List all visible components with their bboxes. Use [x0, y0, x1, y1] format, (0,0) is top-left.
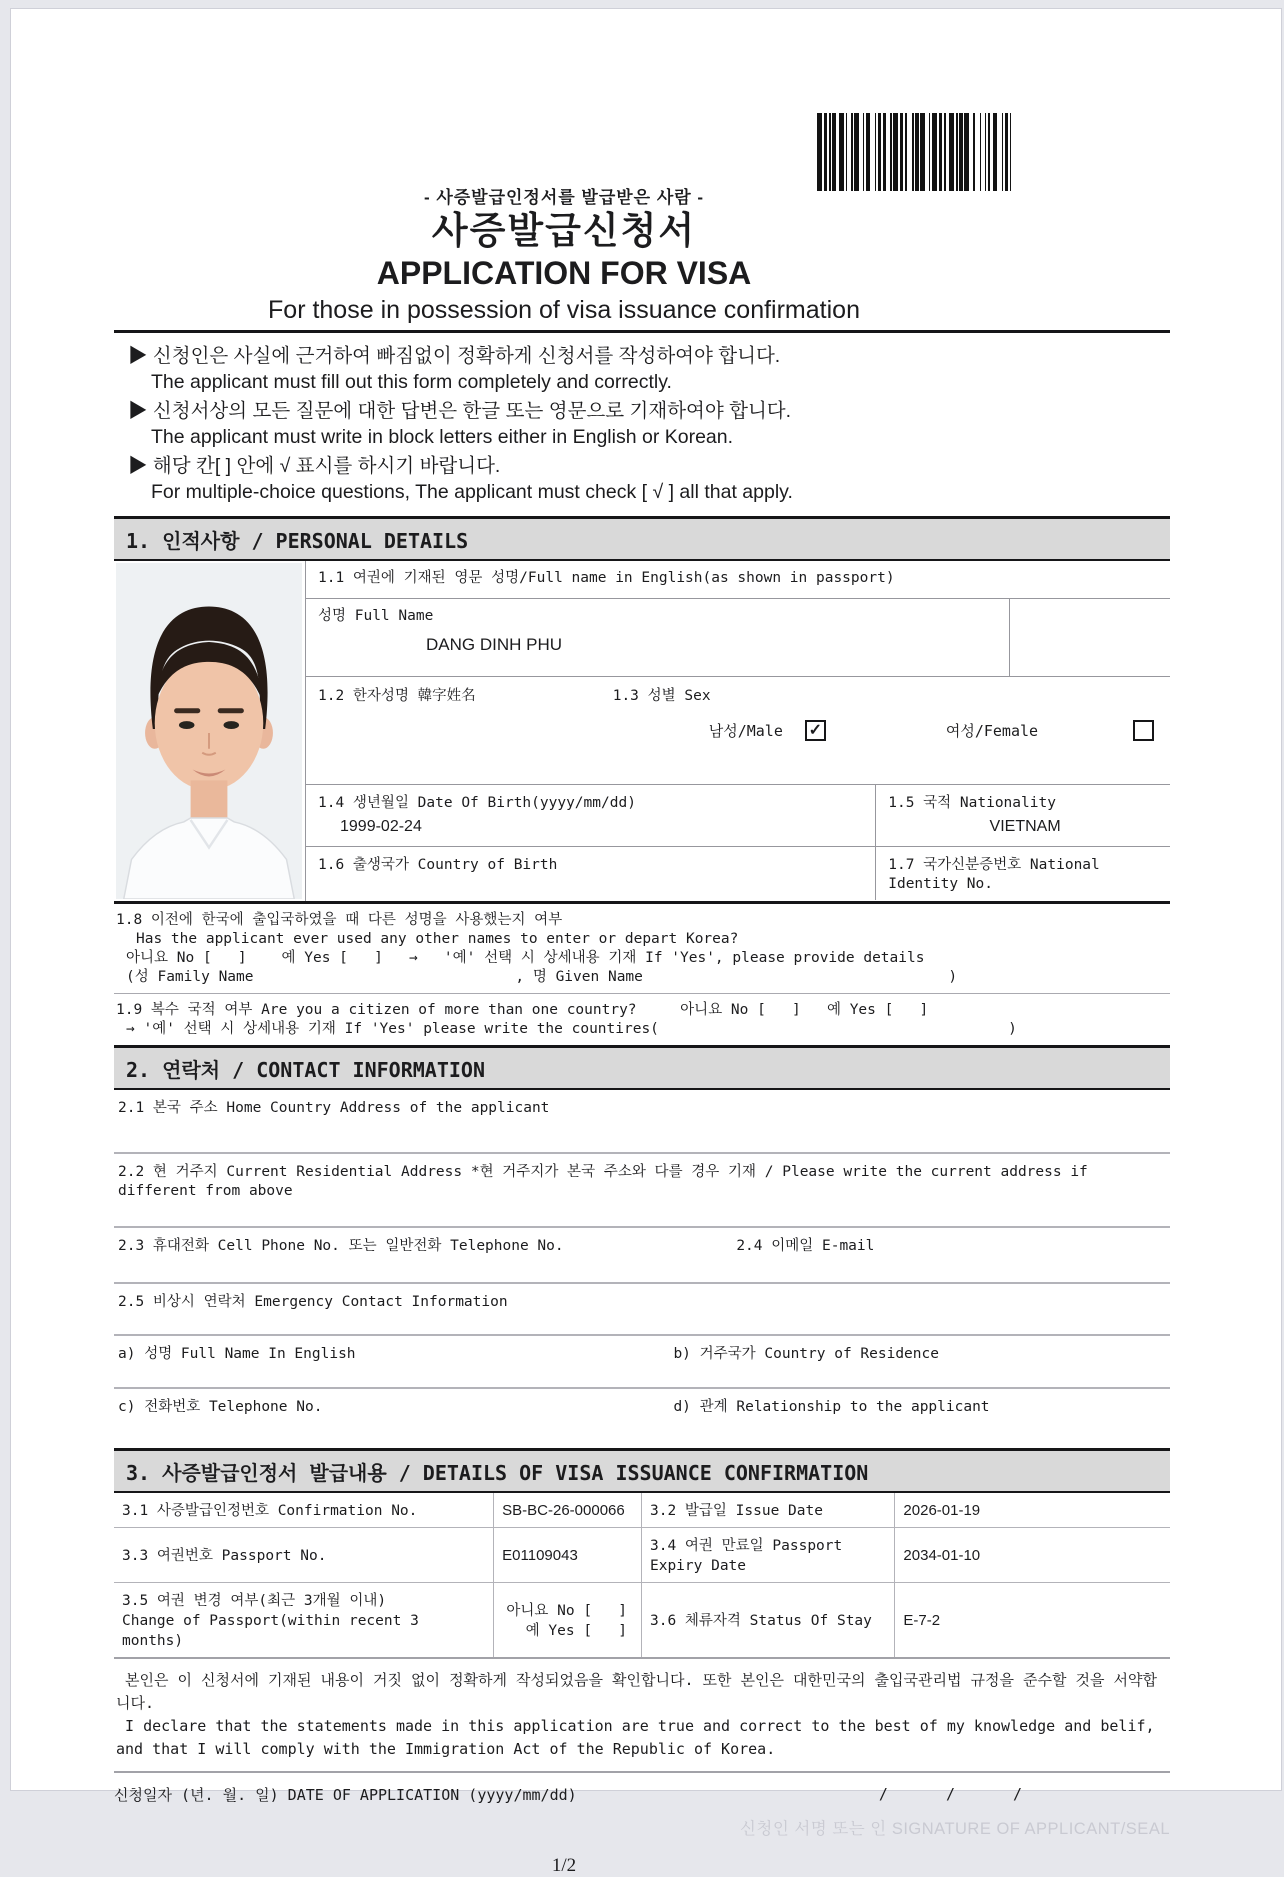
field-1-8-line3: 아니요 No [ ] 예 Yes [ ] → '예' 선택 시 상세내용 기재 If 'Yes', please provide details	[126, 950, 925, 966]
field-2-1-label: 2.1 본국 주소 Home Country Address of the applicant	[114, 1090, 1170, 1154]
section3-header: 3. 사증발급인정서 발급내용 / DETAILS OF VISA ISSUANCE CONFIRMATION	[114, 1448, 1170, 1493]
field-3-6-value: E-7-2	[903, 1612, 941, 1629]
form-title-kr: 사증발급신청서	[431, 210, 697, 251]
form-subtitle-en: For those in possession of visa issuance confirmation	[268, 296, 860, 324]
field-3-3-label: 3.3 여권번호 Passport No.	[114, 1528, 494, 1583]
fullname-row	[306, 599, 1170, 677]
field-1-8-line4: (성 Family Name , 명 Given Name )	[126, 969, 958, 985]
declaration-en: I declare that the statements made in this application are true and correct to the best of my knowledge and belif, and that I will comply with the Immigration Act of the Republic of Korea.	[116, 1717, 1164, 1758]
field-2-4-label: 2.4 이메일 E-mail	[736, 1238, 875, 1254]
instruction-2-kr: ▶ 신청서상의 모든 질문에 대한 답변은 한글 또는 영문으로 기재하여야 합니다.	[128, 400, 792, 422]
field-3-5-label-en: Change of Passport(within recent 3 months)	[122, 1613, 428, 1649]
field-b-label: b) 거주국가 Country of Residence	[673, 1346, 939, 1362]
field-3-2-label: 3.2 발급일 Issue Date	[642, 1493, 895, 1528]
page-number: 1/2	[551, 1855, 577, 1876]
date-slashes	[879, 1785, 1022, 1803]
birth-nationality-row	[306, 785, 1170, 847]
male-checkbox[interactable]	[805, 720, 826, 741]
birthcountry-id-row	[306, 847, 1170, 900]
applicant-photo	[114, 561, 306, 901]
field-1-2-label: 1.2 한자성명 韓字姓名	[318, 688, 476, 704]
male-checkmark: ✓	[808, 721, 823, 739]
barcode	[817, 113, 1011, 191]
declaration-kr: 본인은 이 신청서에 기재된 내용이 거짓 없이 정확하게 작성되었음을 확인합니다. 또한 본인은 대한민국의 출입국관리법 규정을 준수할 것을 서약합니다.	[116, 1671, 1157, 1712]
field-1-7-label: 1.7 국가신분증번호 National Identity No.	[888, 857, 1109, 892]
field-3-4-label: 3.4 여권 만료일 Passport Expiry Date	[642, 1528, 895, 1583]
field-d-label: d) 관계 Relationship to the applicant	[673, 1399, 990, 1415]
field-3-1-label: 3.1 사증발급인정번호 Confirmation No.	[114, 1493, 494, 1528]
date-slash: /	[878, 1785, 888, 1803]
field-1-1-label: 1.1 여권에 기재된 영문 성명/Full name in English(as shown in passport)	[306, 561, 1170, 599]
field-1-4-value: 1999-02-24	[340, 818, 422, 835]
phone-email-row	[114, 1228, 1170, 1284]
date-slash: /	[945, 1785, 955, 1803]
field-1-8-line1: 1.8 이전에 한국에 출입국하였을 때 다른 성명을 사용했는지 여부	[116, 912, 563, 928]
instruction-2-en: The applicant must write in block letters either in English or Korean.	[151, 426, 734, 448]
field-1-5-label: 1.5 국적 Nationality	[888, 795, 1056, 811]
field-3-5-label-kr: 3.5 여권 변경 여부(최근 3개월 이내)	[122, 1593, 387, 1609]
field-3-5-no-option: 아니요 No [ ]	[506, 1603, 627, 1619]
field-1-5-value: VIETNAM	[989, 818, 1061, 835]
field-3-5-value	[494, 1583, 642, 1657]
field-1-8-block	[114, 904, 1170, 994]
form-subtitle-kr: - 사증발급인정서를 발급받은 사람 -	[423, 188, 705, 207]
visa-confirmation-table	[114, 1493, 1170, 1659]
instruction-3-en: For multiple-choice questions, The applicant must check [ √ ] all that apply.	[151, 481, 793, 503]
section2-header: 2. 연락처 / CONTACT INFORMATION	[114, 1045, 1170, 1090]
form-title-en: APPLICATION FOR VISA	[376, 255, 752, 291]
field-1-8-line2: Has the applicant ever used any other names to enter or depart Korea?	[136, 931, 739, 947]
female-checkbox[interactable]	[1133, 720, 1154, 741]
field-1-6-label: 1.6 출생국가 Country of Birth	[306, 847, 876, 900]
visa-application-page	[10, 8, 1282, 1876]
field-3-5-label	[114, 1583, 494, 1657]
instruction-1-kr: ▶ 신청인은 사실에 근거하여 빠짐없이 정확하게 신청서를 작성하여야 합니다.	[128, 345, 781, 367]
emergency-phone-relation-row	[114, 1389, 1170, 1442]
field-1-9-block	[114, 994, 1170, 1045]
form-content	[114, 330, 1170, 1877]
field-1-3-label: 1.3 성별 Sex	[612, 688, 711, 704]
fullname-label: 성명 Full Name	[318, 608, 434, 624]
field-3-3-value: E01109043	[494, 1528, 642, 1583]
date-slash: /	[1012, 1785, 1022, 1803]
date-of-application-row	[114, 1773, 1170, 1815]
instruction-1-en: The applicant must fill out this form completely and correctly.	[151, 371, 672, 393]
field-a-label: a) 성명 Full Name In English	[118, 1346, 356, 1362]
fullname-row-tail	[1010, 599, 1170, 676]
field-1-9-line1: 1.9 복수 국적 여부 Are you a citizen of more than one country? 아니요 No [ ] 예 Yes [ ]	[116, 1002, 929, 1018]
instruction-3-kr: ▶ 해당 칸[ ] 안에 √ 표시를 하시기 바랍니다.	[128, 455, 501, 477]
hanja-sex-row	[306, 677, 1170, 785]
field-3-2-value: 2026-01-19	[895, 1493, 1170, 1528]
field-3-1-value: SB-BC-26-000066	[494, 1493, 642, 1528]
male-label: 남성/Male	[708, 722, 783, 740]
instructions-block	[114, 333, 1170, 516]
field-c-label: c) 전화번호 Telephone No.	[118, 1399, 323, 1415]
signature-hint: 신청인 서명 또는 인 SIGNATURE OF APPLICANT/SEAL	[739, 1820, 1170, 1838]
emergency-name-country-row	[114, 1336, 1170, 1389]
field-3-4-value: 2034-01-10	[895, 1528, 1170, 1583]
female-label: 여성/Female	[945, 722, 1039, 740]
fullname-value: DANG DINH PHU	[426, 635, 563, 654]
field-2-2-label: 2.2 현 거주지 Current Residential Address *현 거주지가 본국 주소와 다를 경우 기재 / Please write the current address if different from above	[114, 1154, 1170, 1228]
field-2-3-label: 2.3 휴대전화 Cell Phone No. 또는 일반전화 Telephone No.	[118, 1238, 564, 1254]
date-of-application-label: 신청일자 (년. 월. 일) DATE OF APPLICATION (yyyy/mm/dd)	[114, 1785, 577, 1804]
field-2-5-label: 2.5 비상시 연락처 Emergency Contact Information	[114, 1284, 1170, 1336]
applicant-photo-image	[116, 563, 302, 899]
declaration-block	[114, 1659, 1170, 1769]
section1-header: 1. 인적사항 / PERSONAL DETAILS	[114, 516, 1170, 561]
field-3-6-label: 3.6 체류자격 Status Of Stay	[642, 1583, 895, 1657]
field-3-5-yes-option: 예 Yes [ ]	[525, 1623, 627, 1639]
personal-details-table	[114, 561, 1170, 904]
field-1-4-label: 1.4 생년월일 Date Of Birth(yyyy/mm/dd)	[318, 795, 636, 811]
field-1-9-line2: → '예' 선택 시 상세내용 기재 If 'Yes' please write the countires( )	[126, 1021, 1017, 1037]
